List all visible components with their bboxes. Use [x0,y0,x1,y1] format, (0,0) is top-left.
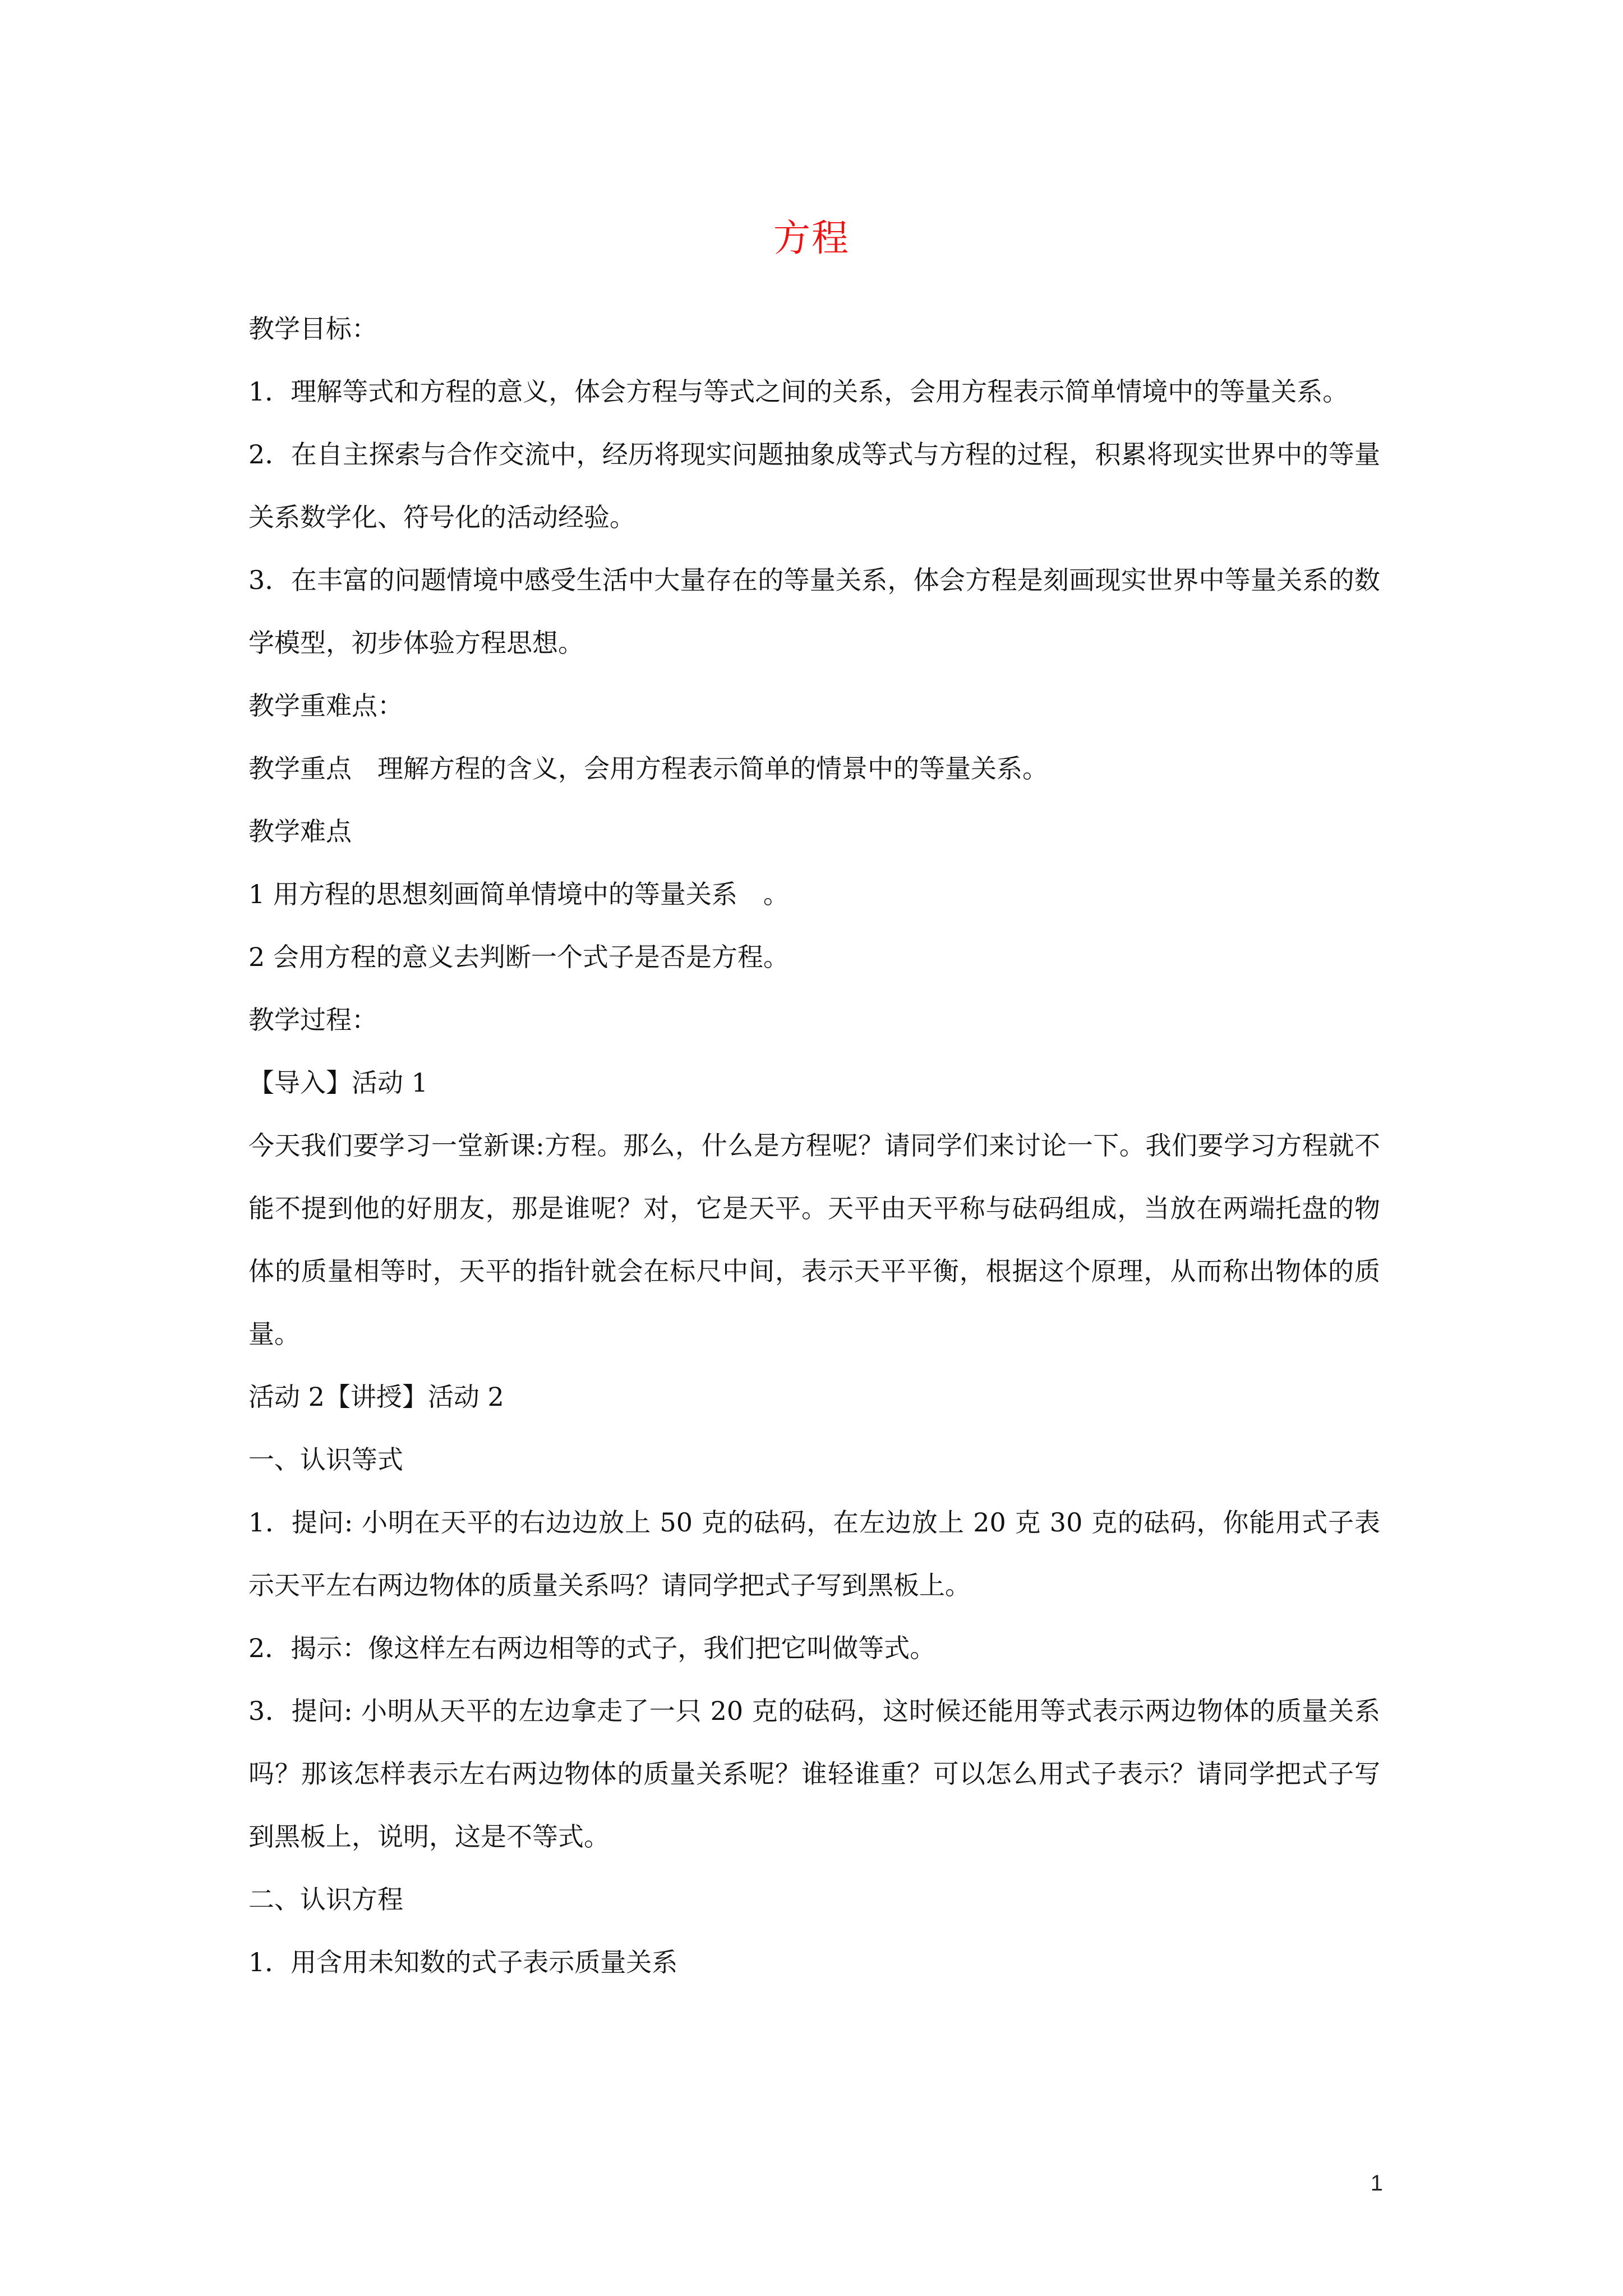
equality-item-1: 1．提问: 小明在天平的右边边放上 50 克的砝码，在左边放上 20 克 30 克的砝码，你能用式子表示天平左右两边物体的质量关系吗？请同学把式子写到黑板上。 [248,1507,1380,1600]
difficulty-item-1: 1 用方程的思想刻画简单情境中的等量关系 。 [248,879,789,909]
document-title: 方程 [773,217,850,260]
equation-item-1: 1．用含用未知数的式子表示质量关系 [248,1947,678,1977]
activity-1-text: 今天我们要学习一堂新课:方程。那么，什么是方程呢？请同学们来讨论一下。我们要学习方程就不能不提到他的好朋友，那是谁呢？对，它是天平。天平由天平称与砝码组成，当放在两端托盘的物体的质量相等时，天平的指针就会在标尺中间，表示天平平衡，根据这个原理，从而称出物体的质量。 [248,1130,1380,1349]
section-heading-objectives: 教学目标： [248,314,377,344]
section-heading-key-points: 教学重难点： [248,691,403,721]
activity-1-heading: 【导入】活动 1 [248,1068,428,1098]
key-point-text: 教学重点 理解方程的含义，会用方程表示简单的情景中的等量关系。 [248,753,1048,784]
section-heading-process: 教学过程： [248,1005,377,1035]
difficulty-item-2: 2 会用方程的意义去判断一个式子是否是方程。 [248,942,789,972]
objective-item-1: 1．理解等式和方程的意义，体会方程与等式之间的关系，会用方程表示简单情境中的等量关系。 [248,376,1349,407]
equality-item-3: 3．提问: 小明从天平的左边拿走了一只 20 克的砝码，这时候还能用等式表示两边物体的质量关系吗？那该怎样表示左右两边物体的质量关系呢？谁轻谁重？可以怎么用式子表示？请同学把式子写到黑板上，说明，这是不等式。 [248,1696,1380,1852]
activity-2-heading: 活动 2【讲授】活动 2 [248,1382,504,1412]
equality-item-2: 2．揭示：像这样左右两边相等的式子，我们把它叫做等式。 [248,1633,936,1663]
subsection-heading-equation: 二、认识方程 [248,1884,403,1915]
difficulty-heading: 教学难点 [248,816,352,846]
document-body [248,297,1380,1994]
objective-item-3: 3．在丰富的问题情境中感受生活中大量存在的等量关系，体会方程是刻画现实世界中等量关系的数学模型，初步体验方程思想。 [248,565,1380,658]
objective-item-2: 2．在自主探索与合作交流中，经历将现实问题抽象成等式与方程的过程，积累将现实世界中的等量关系数学化、符号化的活动经验。 [248,439,1380,532]
page-number: 1 [1370,2171,1383,2196]
subsection-heading-equality: 一、认识等式 [248,1444,403,1475]
